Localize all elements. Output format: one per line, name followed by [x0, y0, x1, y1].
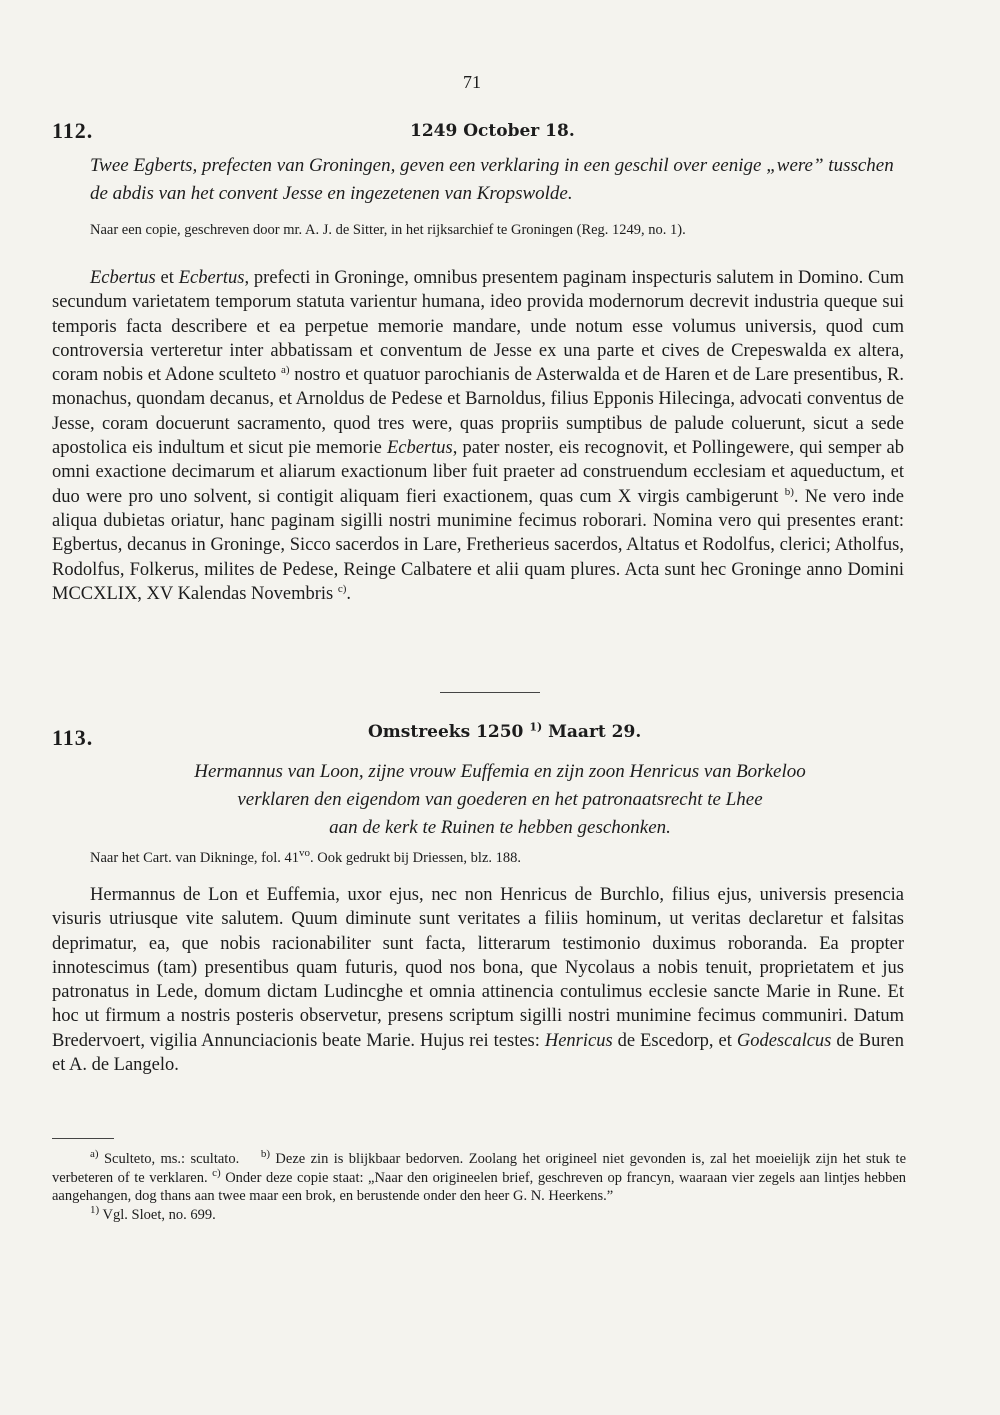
body-segment: de Buren et A. de Langelo.: [52, 1030, 904, 1076]
body-segment: de Escedorp, et: [612, 1030, 737, 1051]
date-text: Omstreeks 1250: [368, 722, 530, 742]
footnote-mark: 1): [90, 1203, 100, 1216]
charter-date: 1249 October 18.: [410, 121, 575, 141]
footnote-mark: a): [90, 1148, 99, 1161]
summary-line: verklaren den eigendom van goederen en het patronaatsrecht te Lhee: [237, 789, 763, 810]
charter-body: [52, 883, 904, 1077]
footnote-abc: [52, 1150, 906, 1206]
body-segment: Hermannus de Lon et Euffemia, uxor ejus, nec non Henricus de Burchlo, filius ejus, universis presencia visuris utriusque vite salutem. Quum diminute sunt veritates a filiis hominum, ut veritas declaretur et falsitas deprimatur, ea, que nobis racionabiliter sunt facta, litterarum testimonio duximus roboranda. Ea propter innotescimus (tam) presentibus quam futuris, quod nos bona, que Nycolaus a nobis tenuit, proprietatem et jus patronatus in Lede, domum dictam Ludincghe et omnia attinencia contulimus ecclesie sancte Marie in Rune. Et hoc ut firmum a nostris posteris observetur, presens scriptum sigilli nostri munimine fecimus communiri. Datum Bredervoert, vigilia Annunciacionis beate Marie. Hujus rei testes:: [52, 885, 904, 1051]
source-text: . Ook gedrukt bij Driessen, blz. 188.: [309, 850, 522, 866]
source-superscript: vo: [298, 847, 310, 860]
body-segment: , pater noster, eis recognovit, et Pollingewere, qui semper ab omni exactione decimarum et aliarum exactionum liber fuit praeter ad construendum ecclesiam et aqueductum, et duo were pro uno solvent, si contigit aliquam fieri exactionem, quas cum X virgis cambigerunt: [52, 438, 904, 507]
body-segment: nostro et quatuor parochianis de Asterwalda et de Haren et de Lare presentibus, R. monachus, quondam decanus, et Arnoldus de Pedese et Barnoldus, filius Epponis Hilecinga, advocati conventus de Jesse, coram docuerunt sacramento, quod tres were, quas propriis sumptibus de palude coluerunt, sicut a sede apostolica eis indultum et sicut pie memorie: [52, 365, 904, 459]
summary-line: aan de kerk te Ruinen te hebben geschonken.: [329, 817, 671, 838]
name-italic: Ecbertus: [178, 268, 245, 288]
footnote-text: Deze zin is blijkbaar bedorven. Zoolang het origineel niet gevonden is, zal het moeielijk zijn het stuk te verbeteren of te verklaren.: [52, 1151, 907, 1186]
footnote-ref: b): [784, 485, 794, 498]
summary-line: Hermannus van Loon, zijne vrouw Euffemia en zijn zoon Henricus van Borkeloo: [194, 761, 806, 782]
source-note: [90, 847, 910, 867]
name-italic: Henricus: [544, 1030, 613, 1051]
footnote-text: Sculteto, ms.: scultato.: [98, 1151, 240, 1167]
charter-number: 112.: [52, 118, 94, 143]
footnote-ref: a): [281, 364, 290, 377]
body-segment: et: [155, 268, 179, 288]
source-text: Naar het Cart. van Dikninge, fol. 41: [90, 850, 299, 866]
charter-date: [368, 722, 641, 742]
section-separator: [440, 692, 540, 693]
footnote-mark: c): [212, 1166, 221, 1179]
charter-number: 113.: [52, 725, 94, 750]
body-segment: , prefecti in Groninge, omnibus presentem paginam inspecturis salutem in Domino. Cum secundum varietatem temporum statuta varientur humana, ideo provida modernorum decrevit industria queque sui temporis facta describere et ea perpetue memorie mandare, unde notum esse volumus universis, quod cum controversia verteretur inter abbatissam et conventum de Jesse ex una parte et cives de Crepeswalda ex altera, coram nobis et Adone sculteto: [52, 268, 905, 386]
charter-body: [52, 266, 904, 606]
body-segment: .: [346, 583, 352, 604]
body-segment: . Ne vero inde aliqua dubietas oriatur, hanc paginam sigilli nostri munimine fecimus roborari. Nomina vero qui presentes erant: Egbertus, decanus in Groninge, Sicco sacerdos in Lare, Fretherieus sacerdos, Altatus et Rodolfus, clerici; Atholfus, Rodolfus, Folkerus, milites de Pedese, Reinge Calbatere et alii quam plures. Acta sunt hec Groninge anno Domini MCCXLIX, XV Kalendas Novembris: [52, 486, 905, 604]
footnote-1: [52, 1203, 906, 1225]
date-text: Maart 29.: [542, 722, 642, 742]
page-number: 71: [463, 72, 481, 92]
footnote-text: Onder deze copie staat: „Naar den origineelen brief, geschreven op francyn, waaraan vier zegels aan lintjes hebben aangehangen, dog thans aan twee maar een brok, en berustende onder den heer G. N. Heerkens.”: [52, 1169, 907, 1205]
footnote-mark: b): [260, 1148, 271, 1161]
charter-summary: [100, 758, 900, 842]
footnote-text: Vgl. Sloet, no. 699.: [99, 1206, 216, 1223]
source-note: Naar een copie, geschreven door mr. A. J. de Sitter, in het rijksarchief te Groningen (Reg. 1249, no. 1).: [90, 222, 686, 238]
charter-summary: Twee Egberts, prefecten van Groningen, geven een verklaring in een geschil over eenige „were” tusschen de abdis van het convent Jesse en ingezetenen van Kropswolde.: [90, 155, 894, 204]
name-italic: Ecbertus: [90, 268, 156, 288]
name-italic: Ecbertus: [386, 438, 453, 459]
footnote-ref: c): [337, 582, 347, 595]
footnotes: [52, 1150, 906, 1224]
footnote-rule: [52, 1138, 114, 1139]
name-italic: Godescalcus: [736, 1030, 832, 1051]
footnote-ref: 1): [529, 720, 543, 734]
